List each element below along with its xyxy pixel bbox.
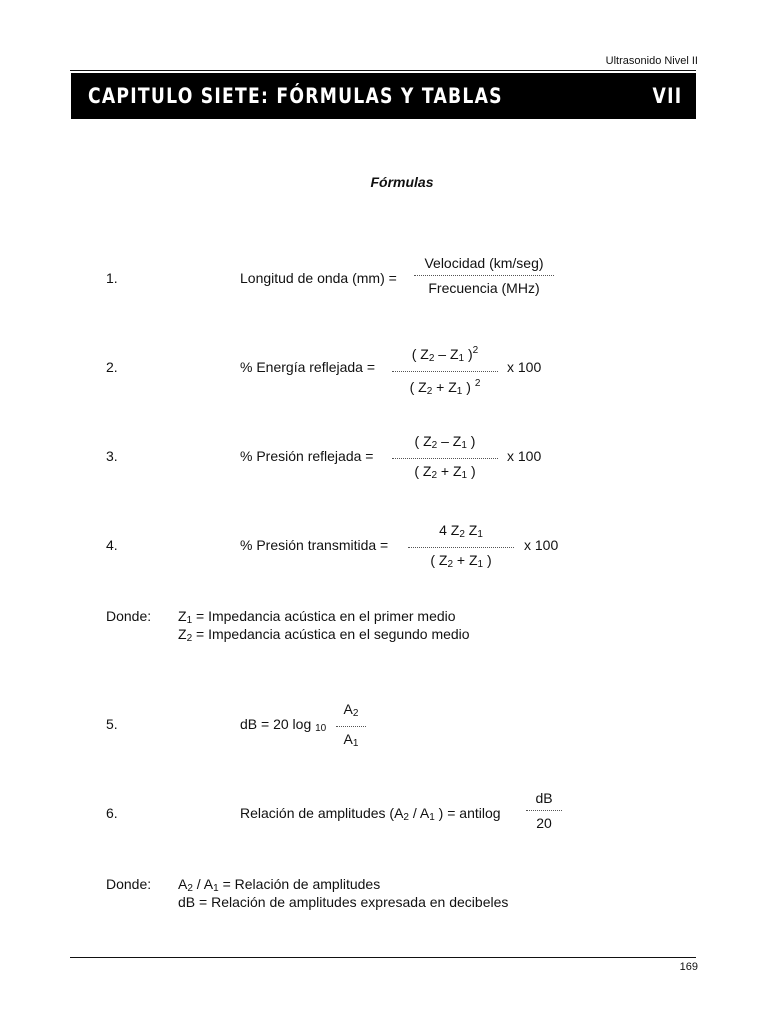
formula-3-label: % Presión reflejada = [240,448,374,464]
chapter-banner [71,73,696,119]
formula-3-denominator: ( $Z_2 + Z_1$ ) [414,463,476,481]
page-number: 169 [679,961,698,973]
donde-1-def-z1: $Z_1$ = Impedancia acústica en el primer medio [178,608,456,626]
formula-5-fraction [336,701,366,752]
formula-4-denominator: ( $Z_2 + Z_1$ ) [430,552,492,570]
formula-3-number: 3. [106,448,118,464]
formula-1-label: Longitud de onda (mm) = [240,270,397,286]
formula-2-fraction [392,343,498,400]
formula-2-number: 2. [106,359,118,375]
formula-6-numerator: dB [535,790,553,806]
donde-2-def-db: dB = Relación de amplitudes expresada en decibeles [178,894,509,910]
formula-2-multiplier: x 100 [507,359,542,375]
chapter-title: CAPITULO SIETE: FÓRMULAS Y TABLAS [88,84,503,108]
formula-3-numerator: ( $Z_2 - Z_1$ ) [414,433,476,451]
donde-2-label: Donde: [106,876,152,892]
formula-2-numerator: ( $Z_2 - Z_1$ )$^2$ [411,345,479,364]
formula-1-numerator: Velocidad (km/seg) [424,255,544,271]
formula-1-number: 1. [106,270,118,286]
donde-1-label: Donde: [106,608,152,624]
formula-6-denominator: 20 [536,815,552,831]
formula-5-denominator: $A_1$ [343,731,359,749]
formula-6-number: 6. [106,805,118,821]
formula-3-multiplier: x 100 [507,448,542,464]
formula-2-label: % Energía reflejada = [240,359,376,375]
formula-4-number: 4. [106,537,118,553]
formula-5-numerator: $A_2$ [343,701,359,719]
formula-5-number: 5. [106,716,118,732]
formula-4-fraction [408,522,514,573]
formula-1-fraction [414,255,554,296]
section-title: Fórmulas [370,174,434,190]
formula-1-denominator: Frecuencia (MHz) [428,280,540,296]
formula-3-fraction [392,433,498,484]
formula-6-label: Relación de amplitudes ($A_2 / A_1$ ) = antilog [240,805,501,823]
footer-rule [70,957,696,958]
formula-4-numerator: 4 $Z_2$ $Z_1$ [439,522,483,540]
formula-6-fraction [526,790,562,831]
header-rule [70,70,696,71]
formula-2-denominator: ( $Z_2 + Z_1$ ) $^2$ [409,378,481,397]
donde-2-def-ratio: $A_2 / A_1$ = Relación de amplitudes [178,876,381,894]
donde-1-def-z2: $Z_2$ = Impedancia acústica en el segundo medio [178,626,470,644]
chapter-number: VII [652,84,682,108]
formula-5-label: dB = 20 log $_{10}$ [240,716,327,734]
formula-4-multiplier: x 100 [524,537,559,553]
formula-4-label: % Presión transmitida = [240,537,389,553]
running-header: Ultrasonido Nivel II [605,55,698,67]
